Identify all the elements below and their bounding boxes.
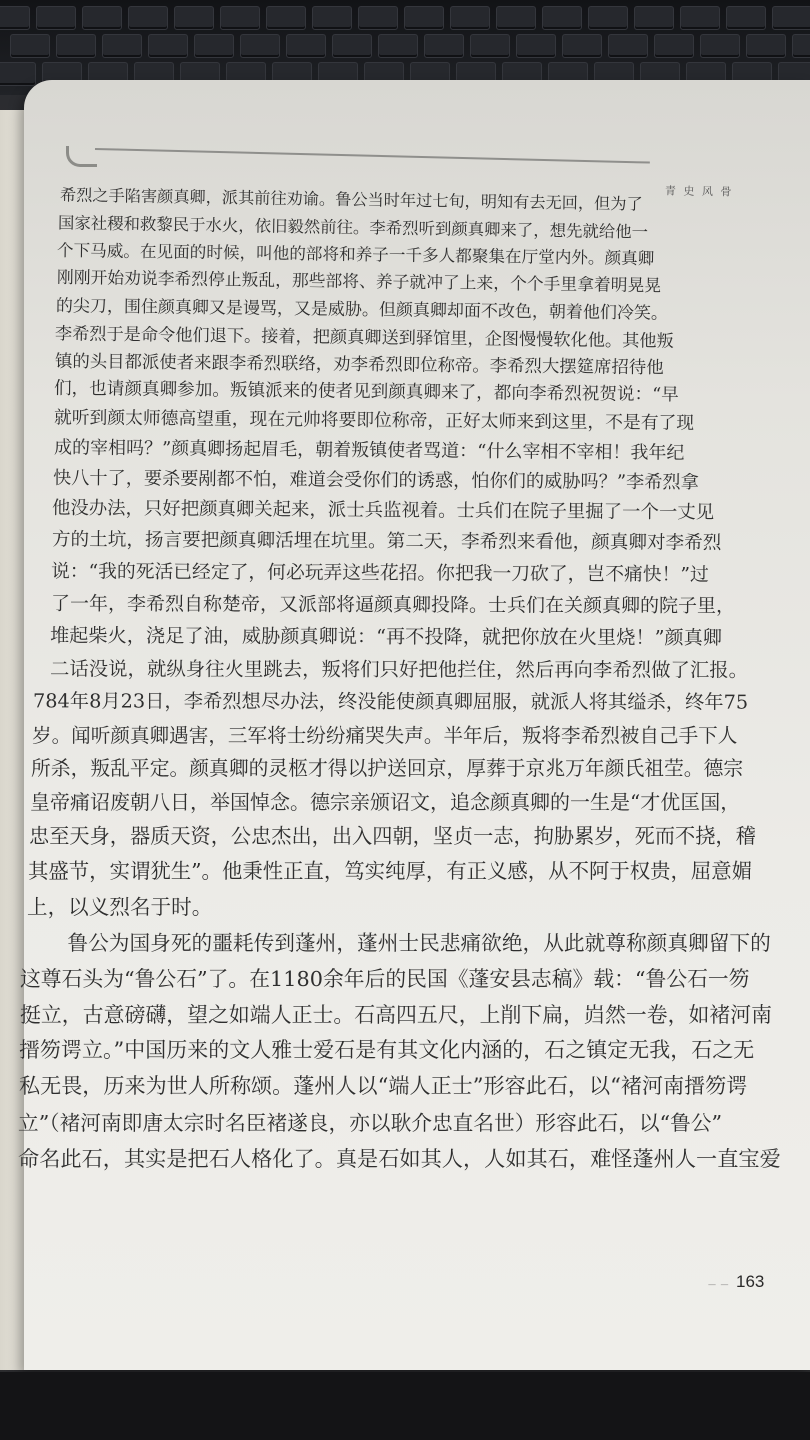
text-line: 皇帝痛诏废朝八日，举国悼念。德宗亲颁诏文，追念颜真卿的一生是“才优匡国， <box>30 790 741 814</box>
text-line: 私无畏，历来为世人所称颂。蓬州人以“端人正士”形容此石，以“褚河南搢笏谔 <box>19 1073 748 1098</box>
text-line: 上，以义烈名于时。 <box>27 895 213 919</box>
text-line: 说：“我的死活已经定了，何必玩弄这些花招。你把我一刀砍了，岂不痛快！”过 <box>50 561 709 586</box>
text-line: 命名此石，其实是把石人格化了。真是石如其人，人如其石，难怪蓬州人一直宝爱 <box>18 1146 781 1171</box>
text-line: 挺立，古意磅礴，望之如端人正士。石高四五尺，上削下扁，岿然一卷，如褚河南 <box>20 1003 773 1027</box>
text-line: 快八十了，要杀要剐都不怕，难道会受你们的诱惑，怕你们的威胁吗？”李希烈拿 <box>52 467 699 494</box>
running-head: 青 史 风 骨 <box>664 184 734 199</box>
text-line: 刚刚开始劝说李希烈停止叛乱，那些部将、养子就冲了上来，个个手里拿着明晃晃 <box>56 266 662 296</box>
text-line: 二话没说，就纵身往火里跳去，叛将们只好把他拦住，然后再向李希烈做了汇报。 <box>49 657 749 682</box>
text-line: 他没办法，只好把颜真卿关起来，派士兵监视着。士兵们在院子里掘了一个一丈见 <box>51 497 715 524</box>
text-line: 忠至天身，器质天资，公忠杰出，出入四朝，坚贞一志，拘胁累岁，死而不挠，稽 <box>29 824 756 848</box>
text-line: 岁。闻听颜真卿遇害，三军将士纷纷痛哭失声。半年后，叛将李希烈被自己手下人 <box>32 724 738 747</box>
page-number: 163 <box>736 1272 765 1291</box>
text-line: 搢笏谔立。”中国历来的文人雅士爱石是有其文化内涵的，石之镇定无我，石之无 <box>19 1038 755 1062</box>
text-line: 们，也请颜真卿参加。叛镇派来的使者见到颜真卿来了，都向李希烈祝贺说：“早 <box>53 378 679 406</box>
text-line: 李希烈于是命令他们退下。接着，把颜真卿送到驿馆里，企图慢慢软化他。其他叛 <box>54 324 674 352</box>
text-line: 784年8月23日，李希烈想尽办法，终没能使颜真卿屈服，就派人将其缢杀，终年75 <box>32 689 749 714</box>
text-line: 立”（褚河南即唐太宗时名臣褚遂良，亦以耿介忠直名世）形容此石，以“鲁公” <box>18 1111 723 1135</box>
text-line: 堆起柴火，浇足了油，威胁颜真卿说：“再不投降，就把你放在火里烧！”颜真卿 <box>49 623 723 650</box>
text-line: 这尊石头为“鲁公石”了。在1180余年后的民国《蓬安县志稿》载：“鲁公石一笏 <box>20 967 750 991</box>
text-line: 成的宰相吗？”颜真卿扬起眉毛，朝着叛镇使者骂道：“什么宰相不宰相！我年纪 <box>53 437 685 464</box>
text-line: 个下马威。在见面的时候，叫他的部将和养子一千多人都聚集在厅堂内外。颜真卿 <box>56 240 655 269</box>
text-line: 鲁公为国身死的噩耗传到蓬州，蓬州士民悲痛欲绝，从此就尊称颜真卿留下的 <box>26 931 771 955</box>
text-line: 的尖刀，围住颜真卿又是谩骂，又是威胁。但颜真卿却面不改色，朝着他们冷笑。 <box>55 296 669 324</box>
text-line: 就听到颜太师德高望重，现在元帅将要即位称帝，正好太师来到这里，不是有了现 <box>53 407 695 434</box>
text-line: 所杀，叛乱平定。颜真卿的灵柩才得以护送回京，厚葬于京兆万年颜氏祖茔。德宗 <box>31 757 744 780</box>
text-line: 方的土坑，扬言要把颜真卿活埋在坑里。第二天，李希烈来看他，颜真卿对李希烈 <box>51 529 722 554</box>
bottom-shadow <box>0 1372 810 1440</box>
header-ornament-icon <box>66 146 97 167</box>
text-line: 镇的头目都派使者来跟李希烈联络，劝李希烈即位称帝。李希烈大摆筵席招待他 <box>54 351 664 379</box>
page-number-ornament: — — <box>708 1280 730 1289</box>
text-line: 了一年，李希烈自称楚帝，又派部将逼颜真卿投降。士兵们在关颜真卿的院子里， <box>50 592 736 618</box>
text-line: 其盛节，实谓犹生”。他秉性正直，笃实纯厚，有正义感，从不阿于权贵，屈意媚 <box>28 859 753 883</box>
text-line: 希烈之手陷害颜真卿，派其前往劝谕。鲁公当时年过七旬，明知有去无回，但为了 <box>59 185 643 214</box>
text-line: 国家社稷和救黎民于水火，依旧毅然前往。李希烈听到颜真卿来了，想先就给他一 <box>57 213 649 242</box>
